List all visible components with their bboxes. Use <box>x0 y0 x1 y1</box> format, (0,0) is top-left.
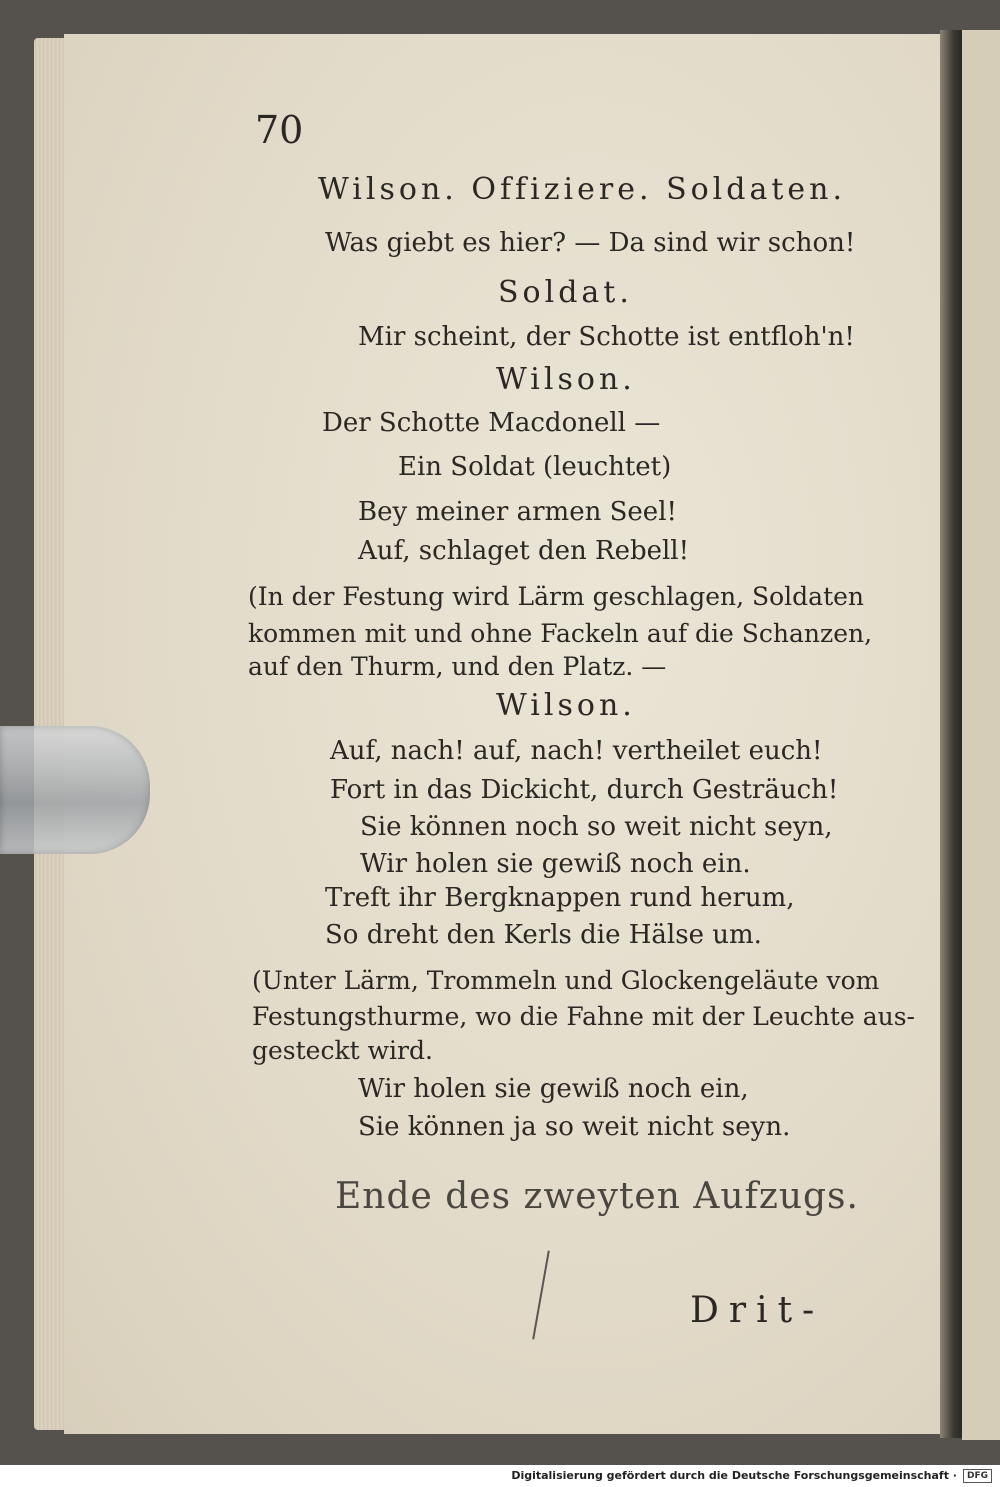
act-end-line: Ende des zweyten Aufzugs. <box>335 1176 859 1217</box>
verse-line: Fort in das Dickicht, durch Gesträuch! <box>330 775 839 805</box>
stage-direction: kommen mit und ohne Fackeln auf die Schanzen, <box>248 619 873 648</box>
verse-line: Mir scheint, der Schotte ist entfloh'n! <box>358 322 855 352</box>
verse-line: Auf, nach! auf, nach! vertheilet euch! <box>330 736 823 766</box>
dfg-logo: DFG <box>963 1469 992 1483</box>
verse-line: Auf, schlaget den Rebell! <box>358 536 690 566</box>
verse-line: Der Schotte Macdonell — <box>322 408 661 438</box>
verse-line: Bey meiner armen Seel! <box>358 497 677 527</box>
verse-line: Sie können ja so weit nicht seyn. <box>358 1112 791 1142</box>
verse-line: Treft ihr Bergknappen rund herum, <box>325 883 795 913</box>
stage-direction: (Unter Lärm, Trommeln und Glockengeläute vom <box>252 966 880 995</box>
footer-text: Digitalisierung gefördert durch die Deutsche Forschungsgemeinschaft · <box>511 1469 957 1482</box>
page-number: 70 <box>255 108 304 152</box>
speaker-name: Wilson. <box>496 688 636 723</box>
scene-heading: Wilson. Offiziere. Soldaten. <box>318 172 847 207</box>
facing-page-edge <box>962 30 1000 1440</box>
speaker-name: Wilson. <box>496 362 636 397</box>
stage-direction: gesteckt wird. <box>252 1036 433 1065</box>
book-gutter <box>940 30 962 1438</box>
verse-line: So dreht den Kerls die Hälse um. <box>325 920 762 950</box>
stage-direction: auf den Thurm, und den Platz. — <box>248 652 667 681</box>
verse-line: Sie können noch so weit nicht seyn, <box>360 812 833 842</box>
verse-line: Was giebt es hier? — Da sind wir schon! <box>325 228 856 258</box>
speaker-name: Ein Soldat (leuchtet) <box>398 452 672 482</box>
stage-direction: (In der Festung wird Lärm geschlagen, Soldaten <box>248 582 865 611</box>
speaker-name: Soldat. <box>498 275 633 310</box>
verse-line: Wir holen sie gewiß noch ein, <box>358 1074 749 1104</box>
catchword: Drit- <box>690 1290 825 1331</box>
stage-direction: Festungsthurme, wo die Fahne mit der Leuchte aus- <box>252 1002 915 1031</box>
verse-line: Wir holen sie gewiß noch ein. <box>360 849 751 879</box>
page-clip <box>0 726 150 854</box>
footer-bar <box>0 1465 1000 1487</box>
